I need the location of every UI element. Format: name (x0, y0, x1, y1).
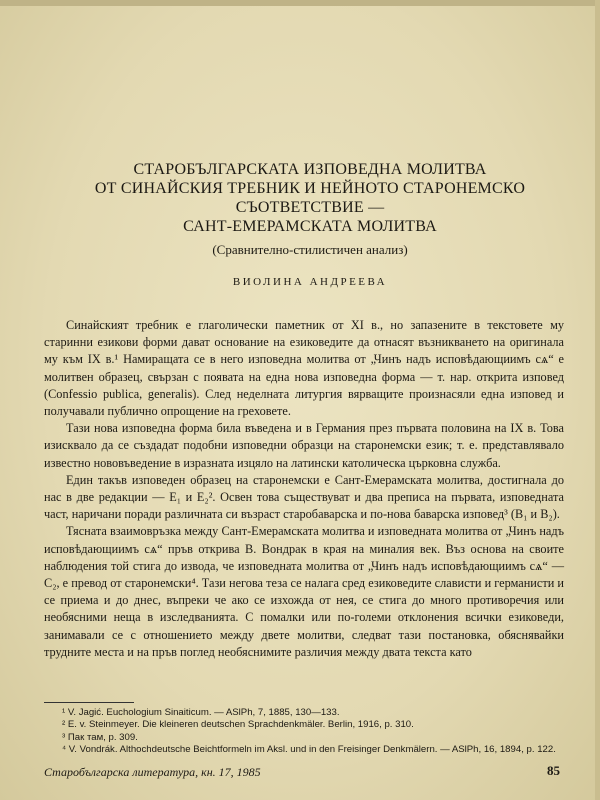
page-number: 85 (547, 763, 560, 778)
article-body (44, 317, 564, 661)
page-right-edge (595, 0, 600, 800)
footnote-2: ² E. v. Steinmeyer. Die kleineren deutschen Sprachdenkmäler. Berlin, 1916, p. 310. (62, 719, 414, 731)
article-subtitle: (Сравнително-стилистичен анализ) (212, 242, 408, 257)
article-title (60, 160, 560, 236)
footnote-rule (44, 702, 134, 703)
body-paragraph-2: Тази нова изповедна форма била въведена и в Германия през първата половина на IX в. Това изисквало да се създадат подобни изповедни образци на старонемски език; т. е. представлявало известно нововъведение в изразната изцяло на латински католическа църковна служба. (44, 421, 564, 470)
footnote-1: ¹ V. Jagić. Euchologium Sinaiticum. — ASlPh, 7, 1885, 130—133. (62, 707, 340, 718)
body-paragraph-4: Тясната взаимовръзка между Сант-Емерамската молитва и изповедната молитва от „Чинъ надъ исповѣдающиимъ сѧ“ пръв открива В. Вондрак в края на миналия век. Въз основа на своите наблюдения той стига до извода, че изповедната молитва от „Чинъ надъ исповѣдающиимъ сѧ“ — C₂, е превод от старонемски⁴. Тази негова теза се налага сред езиковедите слависти и германисти и се приема и до днес, въпреки че ако се изхожда от нея, се стига до много противоречия или необясними неща в изследванията. С помалки или по-големи отклонения всички езиковеди, занимавали се с отношението между двете молитви, следват тази постановка, обяснявайки трудните места и на пръв поглед необяснимите различия между двата текста като (44, 524, 564, 659)
article-author: ВИОЛИНА АНДРЕЕВА (232, 276, 388, 288)
page-top-edge (0, 0, 600, 6)
title-line-2: ОТ СИНАЙСКИЯ ТРЕБНИК И НЕЙНОТО СТАРОНЕМСКО (94, 180, 526, 197)
body-paragraph-1: Синайският требник е глаголически паметник от XI в., но запазените в текстовете му старинни езикови форми дават основание на езиковедите да отнасят възникването на оригинала му към IX в.¹ Намиращата се в него изповедна молитва от „Чинъ надъ исповѣдающиимъ сѧ“ е молитвен образец, свързан с появата на една нова изповедна форма — т. нар. открита изповед (Confessio publica, generalis). След неделната литургия вярващите произнасяли една изповед и получавали публично опрощение на греховете. (44, 318, 564, 419)
title-line-3: СЪОТВЕТСТВИЕ — (235, 199, 385, 216)
title-line-1: СТАРОБЪЛГАРСКАТА ИЗПОВЕДНА МОЛИТВА (133, 161, 487, 178)
footnote-4: ⁴ V. Vondrák. Althochdeutsche Beichtformeln im Aksl. und in den Freisinger Denkmälern. — ASlPh, 16, 1894, p. 122. (62, 744, 556, 756)
footnotes (44, 702, 564, 757)
footer-journal: Старобългарска литература, кн. 17, 1985 (44, 765, 261, 779)
title-line-4: САНТ-ЕМЕРАМСКАТА МОЛИТВА (183, 218, 437, 235)
body-paragraph-3: Един такъв изповеден образец на старонемски е Сант-Емерамската молитва, достигнала до нас в две редакции — E₁ и E₂². Освен това съществуват и два преписа на първата, изповедната част, наричани поради различната си възраст старобаварска и по-нова баварска изповед³ (B₁ и B₂). (44, 472, 564, 522)
footnote-3: ³ Пак там, p. 309. (62, 731, 138, 743)
